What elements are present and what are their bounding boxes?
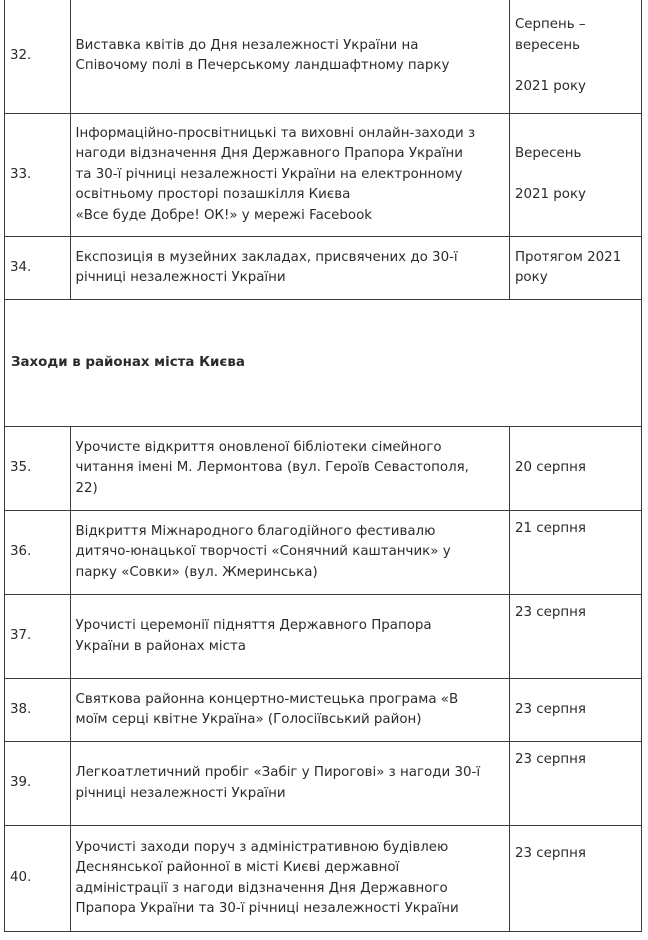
description-line: України в районах міста (75, 638, 246, 654)
date-line: 2021 року (514, 78, 586, 94)
description-line: «Все буде Добре! ОК!» у мережі Facebook (75, 207, 373, 223)
event-date (509, 114, 641, 237)
event-date (509, 595, 641, 679)
event-date (509, 0, 641, 114)
date-line: вересень (514, 37, 581, 53)
table-row (5, 237, 642, 300)
description-line: та 30-ї річниці незалежності України на електронному (75, 166, 463, 182)
event-description (70, 826, 509, 932)
date-line: Протягом 2021 (514, 249, 622, 265)
description-line: річниці незалежності України (75, 270, 286, 285)
description-line: Експозиція в музейних закладах, присвячених до 30-ї (75, 249, 458, 265)
description-line: Виставка квітів до Дня незалежності України на (75, 37, 419, 53)
table-row (5, 826, 642, 932)
date-line: 23 серпня (514, 752, 586, 767)
table-row (5, 679, 642, 742)
date-line: 23 серпня (514, 846, 586, 861)
date-line: року (514, 270, 548, 285)
event-description (70, 237, 509, 300)
description-line: 22) (75, 480, 98, 496)
description-line: моїм серці квітне Україна» (Голосіївський район) (75, 712, 422, 727)
row-number: 39. (5, 742, 71, 826)
event-date (509, 427, 641, 511)
row-number: 34. (5, 237, 71, 300)
row-number: 33. (5, 114, 71, 237)
description-line: річниці незалежності України (75, 785, 286, 801)
event-date (509, 742, 641, 826)
section-heading: Заходи в районах міста Києва (5, 300, 642, 427)
event-description (70, 427, 509, 511)
event-description (70, 511, 509, 595)
event-date (509, 237, 641, 300)
table-row (5, 427, 642, 511)
date-line: 21 серпня (514, 521, 586, 536)
description-line: адміністрації з нагоди відзначення Дня Державного (75, 880, 448, 896)
table-row (5, 511, 642, 595)
description-line: Прапора України та 30-ї річниці незалежності України (75, 901, 459, 916)
date-line: 23 серпня (514, 605, 586, 620)
table-row (5, 114, 642, 237)
event-description (70, 679, 509, 742)
description-line: Співочому полі в Печерському ландшафтному парку (75, 58, 450, 73)
description-line: Урочисте відкриття оновленої бібліотеки сімейного (75, 439, 442, 455)
event-description (70, 595, 509, 679)
description-line: Інформаційно-просвітницькі та виховні онлайн-заходи з (75, 125, 476, 141)
row-number: 37. (5, 595, 71, 679)
event-date (509, 679, 641, 742)
row-number: 32. (5, 0, 71, 114)
description-line: Відкриття Міжнародного благодійного фестивалю (75, 523, 436, 539)
description-line: Легкоатлетичний пробіг «Забіг у Пирогові» з нагоди 30-ї (75, 765, 481, 780)
description-line: парку «Совки» (вул. Жмеринська) (75, 564, 318, 580)
description-line: Урочисті заходи поруч з адміністративною будівлею (75, 839, 449, 855)
row-number: 36. (5, 511, 71, 595)
description-line: нагоди відзначення Дня Державного Прапора України (75, 146, 463, 162)
date-line: 2021 року (514, 187, 586, 203)
table-row (5, 742, 642, 826)
events-table (4, 0, 642, 932)
date-line: 23 серпня (514, 701, 586, 717)
row-number: 40. (5, 826, 71, 932)
event-date (509, 826, 641, 932)
description-line: Деснянської районної в місті Києві державної (75, 860, 400, 875)
table-row (5, 595, 642, 679)
event-description (70, 742, 509, 826)
description-line: дитячо-юнацької творчості «Сонячний каштанчик» у (75, 544, 451, 560)
table-row (5, 0, 642, 114)
section-row (5, 300, 642, 427)
date-line: 20 серпня (514, 460, 586, 476)
row-number: 35. (5, 427, 71, 511)
date-line: Вересень (514, 146, 582, 162)
event-description (70, 0, 509, 114)
event-description (70, 114, 509, 237)
description-line: Святкова районна концертно-мистецька програма «В (75, 691, 459, 707)
event-date (509, 511, 641, 595)
description-line: читання імені М. Лермонтова (вул. Героїв Севастополя, (75, 460, 469, 476)
description-line: Урочисті церемонії підняття Державного Прапора (75, 618, 432, 633)
date-line: Серпень – (514, 17, 586, 32)
description-line: освітньому просторі позашкілля Києва (75, 187, 351, 203)
row-number: 38. (5, 679, 71, 742)
